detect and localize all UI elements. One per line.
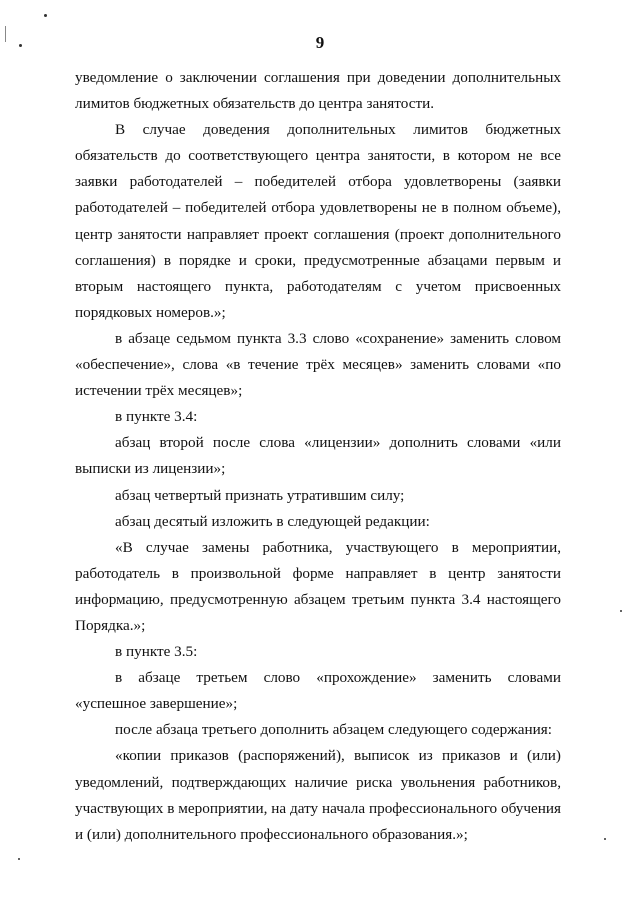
scan-speck — [18, 858, 20, 860]
paragraph: уведомление о заключении соглашения при доведении дополнительных лимитов бюджетных обязательств до центра занятости. — [75, 69, 561, 113]
paragraph: абзац четвертый признать утратившим силу; — [115, 486, 405, 504]
page-number: 9 — [315, 33, 325, 52]
paragraph: в абзаце третьем слово «прохождение» заменить словами «успешное завершение»; — [75, 669, 561, 713]
paragraph: абзац второй после слова «лицензии» дополнить словами «или выписки из лицензии»; — [75, 434, 561, 478]
scan-speck — [620, 610, 622, 612]
paragraph: В случае доведения дополнительных лимитов бюджетных обязательств до соответствующего центра занятости, в котором не все заявки работодателей – победителей отбора удовлетворены (заявки работодателей – победителей отбора удовлетворены не в полном объеме), центр занятости направляет проект соглашения (проект дополнительного соглашения) в порядке и сроки, предусмотренные абзацами первым и вторым настоящего пункта, работодателям с учетом присвоенных порядковых номеров.»; — [75, 121, 561, 321]
paragraph: «В случае замены работника, участвующего в мероприятии, работодатель в произвольной форме направляет в центр занятости информацию, предусмотренную абзацем третьим пункта 3.4 настоящего Порядка.»; — [75, 538, 561, 634]
scan-speck — [44, 14, 47, 17]
paragraph: в пункте 3.4: — [115, 408, 198, 426]
paragraph: абзац десятый изложить в следующей редакции: — [115, 512, 430, 530]
document-body — [75, 65, 561, 848]
paragraph: после абзаца третьего дополнить абзацем следующего содержания: — [115, 721, 552, 739]
paragraph: в абзаце седьмом пункта 3.3 слово «сохранение» заменить словом «обеспечение», слова «в течение трёх месяцев» заменить словами «по истечении трёх месяцев»; — [75, 329, 561, 400]
paragraph: «копии приказов (распоряжений), выписок из приказов и (или) уведомлений, подтверждающих наличие риска увольнения работников, участвующих в мероприятии, на дату начала профессионального обучения и (или) дополнительного профессионального образования.»; — [75, 747, 561, 843]
scan-speck — [604, 838, 606, 840]
paragraph: в пункте 3.5: — [115, 643, 198, 661]
